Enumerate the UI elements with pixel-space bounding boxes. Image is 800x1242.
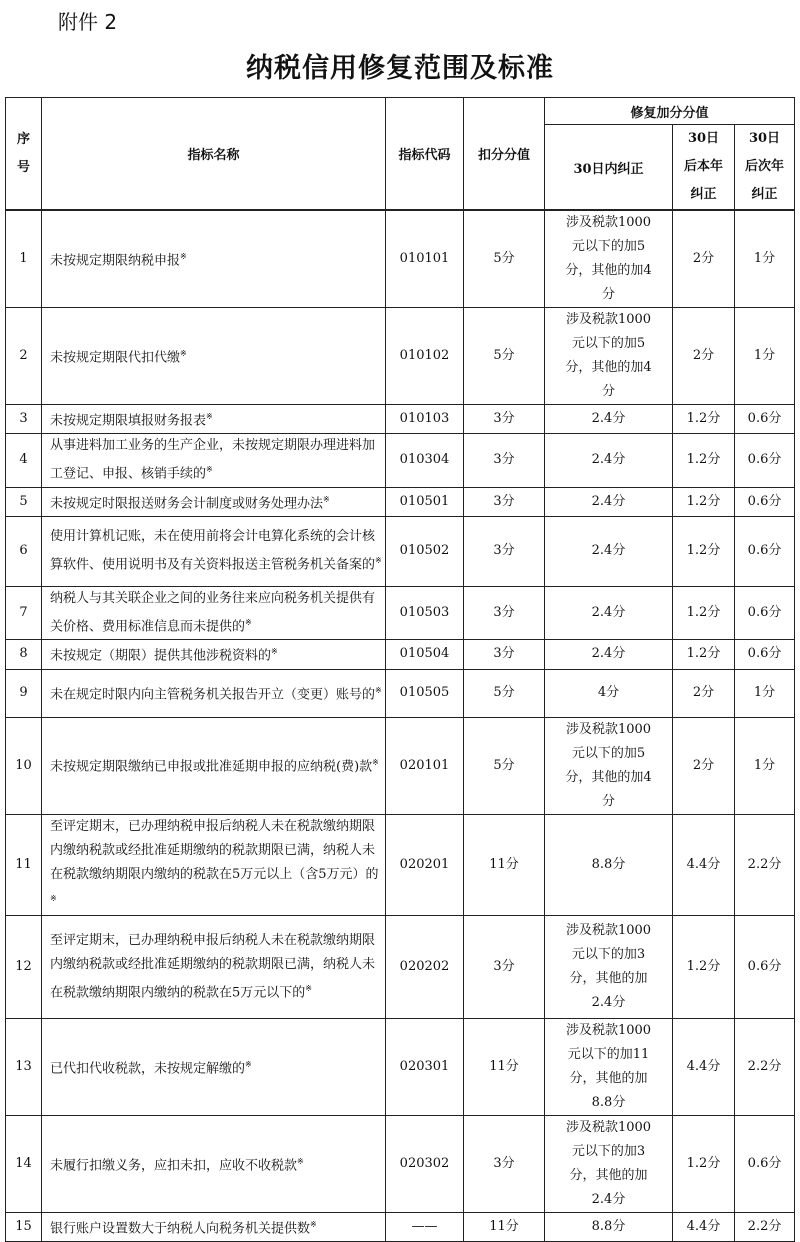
header-seq: 序号 <box>6 98 42 211</box>
row-within-30-days: 8.8分 <box>545 814 673 915</box>
row-indicator-name: 未履行扣缴义务，应扣未扣，应收不收税款※ <box>42 1115 386 1212</box>
table-row <box>6 405 795 434</box>
row-after-30-next-year: 0.6分 <box>735 640 795 669</box>
table-row <box>6 1115 795 1212</box>
row-within-30-days: 2.4分 <box>545 586 673 639</box>
row-after-30-this-year: 4.4分 <box>673 1212 735 1241</box>
row-seq: 11 <box>6 814 42 915</box>
row-indicator-name: 从事进料加工业务的生产企业，未按规定期限办理进料加工登记、申报、核销手续的※ <box>42 434 386 487</box>
row-after-30-next-year: 2.2分 <box>735 1212 795 1241</box>
row-deduct-points: 11分 <box>464 1018 545 1115</box>
table-row <box>6 487 795 516</box>
row-indicator-code: 020201 <box>386 814 464 915</box>
row-indicator-code: 020101 <box>386 717 464 814</box>
row-deduct-points: 3分 <box>464 405 545 434</box>
row-after-30-next-year: 0.6分 <box>735 1115 795 1212</box>
row-seq: 8 <box>6 640 42 669</box>
row-within-30-days: 涉及税款1000元以下的加5分，其他的加4分 <box>545 210 673 308</box>
row-after-30-this-year: 2分 <box>673 669 735 717</box>
note-mark: ※ <box>180 251 187 261</box>
row-after-30-this-year: 2分 <box>673 210 735 308</box>
row-after-30-this-year: 2分 <box>673 717 735 814</box>
note-mark: ※ <box>305 983 312 993</box>
row-indicator-name: 使用计算机记账，未在使用前将会计电算化系统的会计核算软件、使用说明书及有关资料报送主管税务机关备案的※ <box>42 516 386 586</box>
table-row <box>6 210 795 308</box>
row-after-30-next-year: 1分 <box>735 210 795 308</box>
header-indicator-code: 指标代码 <box>386 98 464 211</box>
table-row <box>6 1212 795 1241</box>
row-indicator-code: 010101 <box>386 210 464 308</box>
row-deduct-points: 5分 <box>464 669 545 717</box>
row-deduct-points: 3分 <box>464 516 545 586</box>
row-after-30-this-year: 1.2分 <box>673 1115 735 1212</box>
attachment-label: 附件 2 <box>58 10 118 34</box>
row-after-30-next-year: 1分 <box>735 717 795 814</box>
row-deduct-points: 3分 <box>464 434 545 487</box>
row-within-30-days: 2.4分 <box>545 487 673 516</box>
row-after-30-next-year: 2.2分 <box>735 814 795 915</box>
row-indicator-code: 010504 <box>386 640 464 669</box>
row-within-30-days: 4分 <box>545 669 673 717</box>
note-mark: ※ <box>375 556 382 566</box>
row-deduct-points: 3分 <box>464 1115 545 1212</box>
header-repair-points: 修复加分分值 <box>545 98 795 125</box>
row-indicator-name: 未按规定时限报送财务会计制度或财务处理办法※ <box>42 487 386 516</box>
row-within-30-days: 涉及税款1000元以下的加5分，其他的加4分 <box>545 717 673 814</box>
row-indicator-name: 未按规定期限代扣代缴※ <box>42 308 386 405</box>
row-seq: 15 <box>6 1212 42 1241</box>
row-after-30-this-year: 1.2分 <box>673 516 735 586</box>
row-after-30-this-year: 1.2分 <box>673 586 735 639</box>
row-seq: 10 <box>6 717 42 814</box>
row-after-30-next-year: 0.6分 <box>735 405 795 434</box>
row-indicator-name: 未按规定期限缴纳已申报或批准延期申报的应纳税(费)款※ <box>42 717 386 814</box>
table-row <box>6 814 795 915</box>
row-within-30-days: 2.4分 <box>545 516 673 586</box>
row-indicator-name: 至评定期末，已办理纳税申报后纳税人未在税款缴纳期限内缴纳税款或经批准延期缴纳的税款期限已满，纳税人未在税款缴纳期限内缴纳的税款在5万元以下的※ <box>42 915 386 1018</box>
header-after-30-this-year: 30日后本年纠正 <box>673 125 735 211</box>
table-row <box>6 717 795 814</box>
row-deduct-points: 11分 <box>464 814 545 915</box>
row-indicator-code: 020302 <box>386 1115 464 1212</box>
row-indicator-name: 纳税人与其关联企业之间的业务往来应向税务机关提供有关价格、费用标准信息而未提供的※ <box>42 586 386 639</box>
table-row <box>6 586 795 639</box>
row-indicator-name: 已代扣代收税款，未按规定解缴的※ <box>42 1018 386 1115</box>
note-mark: ※ <box>323 494 330 504</box>
row-after-30-this-year: 1.2分 <box>673 434 735 487</box>
table-row <box>6 640 795 669</box>
row-within-30-days: 2.4分 <box>545 405 673 434</box>
table-row <box>6 516 795 586</box>
row-after-30-this-year: 1.2分 <box>673 640 735 669</box>
table-row <box>6 669 795 717</box>
row-seq: 1 <box>6 210 42 308</box>
row-deduct-points: 5分 <box>464 717 545 814</box>
note-mark: ※ <box>375 685 382 695</box>
row-within-30-days: 涉及税款1000元以下的加11分，其他的加8.8分 <box>545 1018 673 1115</box>
repair-standards-table <box>5 97 795 1242</box>
row-deduct-points: 3分 <box>464 487 545 516</box>
note-mark: ※ <box>245 617 252 627</box>
row-within-30-days: 涉及税款1000元以下的加5分，其他的加4分 <box>545 308 673 405</box>
row-after-30-this-year: 4.4分 <box>673 814 735 915</box>
row-deduct-points: 3分 <box>464 915 545 1018</box>
row-after-30-next-year: 0.6分 <box>735 915 795 1018</box>
note-mark: ※ <box>372 758 379 768</box>
row-indicator-code: 010505 <box>386 669 464 717</box>
row-within-30-days: 涉及税款1000元以下的加3分，其他的加2.4分 <box>545 1115 673 1212</box>
row-indicator-code: —— <box>386 1212 464 1241</box>
row-seq: 2 <box>6 308 42 405</box>
row-deduct-points: 3分 <box>464 586 545 639</box>
note-mark: ※ <box>297 1156 304 1166</box>
table-row <box>6 1018 795 1115</box>
row-seq: 13 <box>6 1018 42 1115</box>
page-title: 纳税信用修复范围及标准 <box>246 53 554 84</box>
row-seq: 3 <box>6 405 42 434</box>
row-indicator-code: 010501 <box>386 487 464 516</box>
row-indicator-code: 010304 <box>386 434 464 487</box>
row-indicator-name: 未在规定时限内向主管税务机关报告开立（变更）账号的※ <box>42 669 386 717</box>
row-indicator-name: 未按规定期限填报财务报表※ <box>42 405 386 434</box>
table-body <box>6 210 795 1242</box>
row-within-30-days: 8.8分 <box>545 1212 673 1241</box>
row-seq: 4 <box>6 434 42 487</box>
row-after-30-next-year: 0.6分 <box>735 586 795 639</box>
row-after-30-this-year: 4.4分 <box>673 1018 735 1115</box>
row-within-30-days: 2.4分 <box>545 640 673 669</box>
row-after-30-next-year: 1分 <box>735 308 795 405</box>
row-within-30-days: 2.4分 <box>545 434 673 487</box>
row-after-30-this-year: 2分 <box>673 308 735 405</box>
row-seq: 7 <box>6 586 42 639</box>
note-mark: ※ <box>50 893 57 903</box>
row-deduct-points: 5分 <box>464 210 545 308</box>
row-after-30-next-year: 0.6分 <box>735 516 795 586</box>
header-indicator-name: 指标名称 <box>42 98 386 211</box>
row-indicator-code: 010103 <box>386 405 464 434</box>
row-after-30-this-year: 1.2分 <box>673 487 735 516</box>
row-indicator-code: 020301 <box>386 1018 464 1115</box>
note-mark: ※ <box>206 412 213 421</box>
row-after-30-next-year: 1分 <box>735 669 795 717</box>
table-row <box>6 434 795 487</box>
row-deduct-points: 3分 <box>464 640 545 669</box>
row-indicator-name: 至评定期末，已办理纳税申报后纳税人未在税款缴纳期限内缴纳税款或经批准延期缴纳的税款期限已满，纳税人未在税款缴纳期限内缴纳的税款在5万元以上（含5万元）的※ <box>42 814 386 915</box>
row-indicator-name: 银行账户设置数大于纳税人向税务机关提供数※ <box>42 1212 386 1241</box>
row-indicator-code: 010502 <box>386 516 464 586</box>
header-within-30-days: 30日内纠正 <box>545 125 673 211</box>
header-deduct-points: 扣分分值 <box>464 98 545 211</box>
row-after-30-this-year: 1.2分 <box>673 405 735 434</box>
row-after-30-this-year: 1.2分 <box>673 915 735 1018</box>
row-indicator-code: 010503 <box>386 586 464 639</box>
row-after-30-next-year: 2.2分 <box>735 1018 795 1115</box>
row-seq: 9 <box>6 669 42 717</box>
table-row <box>6 915 795 1018</box>
note-mark: ※ <box>180 348 187 358</box>
row-within-30-days: 涉及税款1000元以下的加3分，其他的加2.4分 <box>545 915 673 1018</box>
row-deduct-points: 5分 <box>464 308 545 405</box>
note-mark: ※ <box>271 647 278 657</box>
note-mark: ※ <box>310 1219 317 1229</box>
row-seq: 6 <box>6 516 42 586</box>
row-after-30-next-year: 0.6分 <box>735 434 795 487</box>
table-row <box>6 308 795 405</box>
row-indicator-name: 未按规定期限纳税申报※ <box>42 210 386 308</box>
row-indicator-code: 010102 <box>386 308 464 405</box>
note-mark: ※ <box>245 1059 252 1069</box>
row-after-30-next-year: 0.6分 <box>735 487 795 516</box>
row-indicator-name: 未按规定（期限）提供其他涉税资料的※ <box>42 640 386 669</box>
row-indicator-code: 020202 <box>386 915 464 1018</box>
row-seq: 12 <box>6 915 42 1018</box>
row-deduct-points: 11分 <box>464 1212 545 1241</box>
note-mark: ※ <box>206 465 213 475</box>
row-seq: 14 <box>6 1115 42 1212</box>
row-seq: 5 <box>6 487 42 516</box>
header-after-30-next-year: 30日后次年纠正 <box>735 125 795 211</box>
